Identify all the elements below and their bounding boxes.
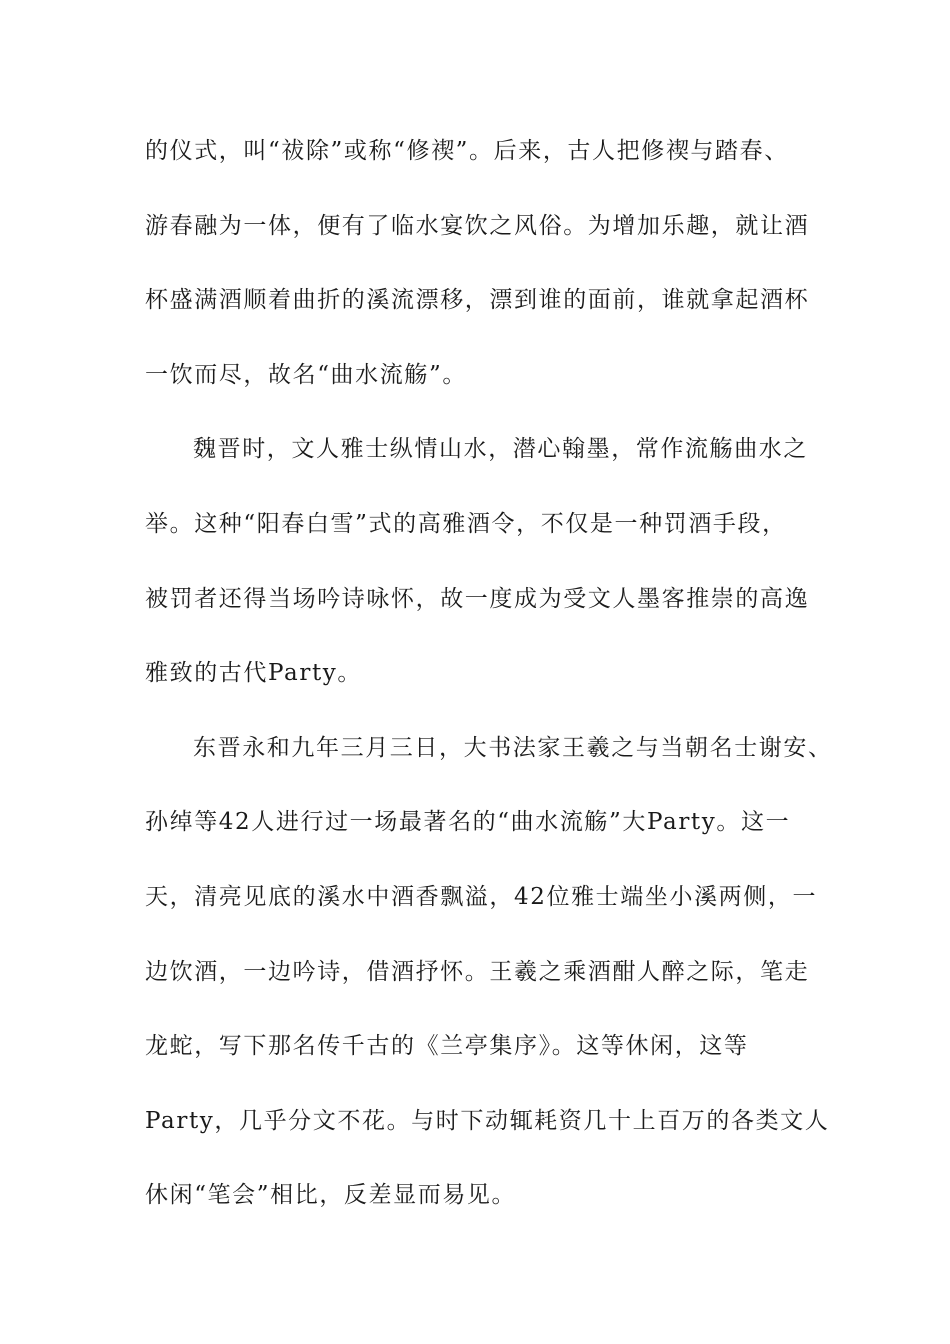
text-line: 休闲“笔会”相比，反差显而易见。 (145, 1182, 517, 1209)
paragraph-first-line: 东晋永和九年三月三日，大书法家王羲之与当朝名士谢安、 (193, 734, 833, 761)
text-line: 举。这种“阳春白雪”式的高雅酒令，不仅是一种罚酒手段， (145, 510, 787, 537)
text-line: 一饮而尽，故名“曲水流觞”。 (145, 361, 467, 388)
text-line: 天，清亮见底的溪水中酒香飘溢，42位雅士端坐小溪两侧，一 (145, 883, 818, 910)
text-line: 孙绰等42人进行过一场最著名的“曲水流觞”大Party。这一 (145, 809, 791, 836)
text-line: 雅致的古代Party。 (145, 660, 362, 687)
body-text (145, 127, 833, 1246)
text-line: 的仪式，叫“祓除”或称“修禊”。后来，古人把修禊与踏春、 (145, 138, 789, 164)
text-line: Party，几乎分文不花。与时下动辄耗资几十上百万的各类文人 (145, 1107, 830, 1134)
text-line: 龙蛇，写下那名传千古的《兰亭集序》。这等休闲，这等 (145, 1033, 749, 1060)
text-line: 游春融为一体，便有了临水宴饮之风俗。为增加乐趣，就让酒 (145, 212, 810, 239)
paragraph-first-line: 魏晋时，文人雅士纵情山水，潜心翰墨，常作流觞曲水之 (193, 436, 808, 463)
text-line: 边饮酒，一边吟诗，借酒抒怀。王羲之乘酒酣人醉之际，笔走 (145, 958, 810, 985)
text-line: 被罚者还得当场吟诗咏怀，故一度成为受文人墨客推崇的高逸 (145, 585, 810, 612)
text-line: 杯盛满酒顺着曲折的溪流漂移，漂到谁的面前，谁就拿起酒杯 (145, 287, 810, 314)
